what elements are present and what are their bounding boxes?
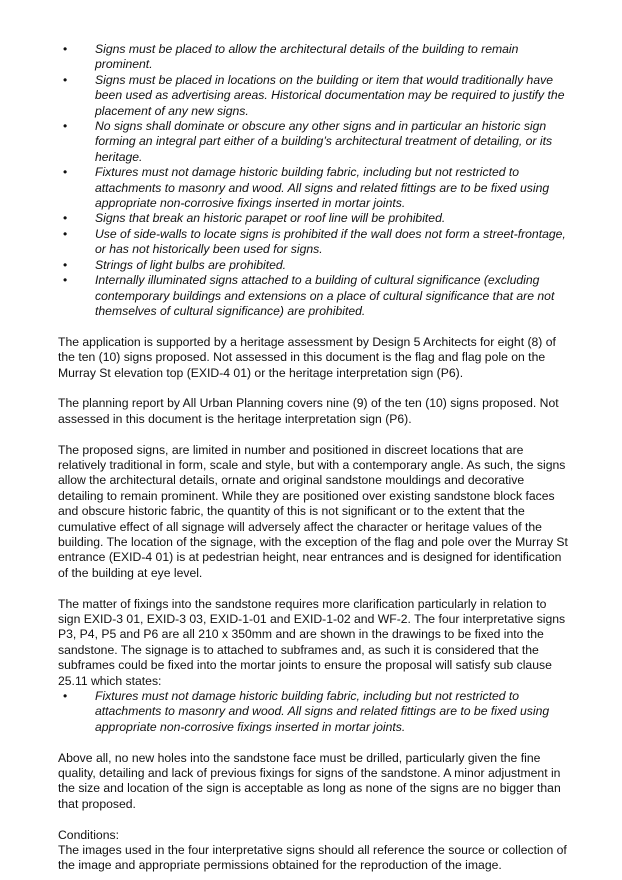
planning-report-paragraph: The planning report by All Urban Planning covers nine (9) of the ten (10) signs proposed. Not assessed in this document is the heritage interpretation sign (P6). xyxy=(58,396,559,426)
sandstone-holes-paragraph: Above all, no new holes into the sandstone face must be drilled, particularly given the fine quality, detailing and lack of previous fixings for signs of the sandstone. A minor adjustment in the size and location of the sign is acceptable as long as none of the signs are no bigger than that proposed. xyxy=(58,750,561,811)
heritage-assessment-paragraph: The application is supported by a heritage assessment by Design 5 Architects for eight (8) of the ten (10) signs proposed. Not assessed in this document is the flag and flag pole on the Murray St elevation top (EXID-4 01) or the heritage interpretation sign (P6). xyxy=(58,334,556,380)
bullet-icon: • xyxy=(63,42,68,56)
bullet-icon: • xyxy=(63,257,68,272)
list-item-text: Strings of light bulbs are prohibited. xyxy=(95,257,287,272)
bullet-icon: • xyxy=(63,119,68,134)
conditions-paragraph: The images used in the four interpretative signs should all reference the source or collection of the image and appropriate permissions obtained for the reproduction of the image. xyxy=(58,843,567,873)
list-item xyxy=(58,211,568,226)
bullet-icon: • xyxy=(63,211,68,226)
bullet-icon: • xyxy=(63,226,68,241)
proposed-signs-paragraph: The proposed signs, are limited in number and positioned in discreet locations that are relatively traditional in form, scale and style, but with a contemporary angle. As such, the signs allow the architectural details, ornate and original sandstone mouldings and decorative detailing to remain prominent. While they are positioned over existing sandstone block faces and obscure historic fabric, the quantity of this is not significant or to the extent that the cumulative effect of all signage will adversely affect the character or heritage values of the building. The location of the signage, with the exception of the flag and pole over the Murray St entrance (EXID-4 01) is at pedestrian height, near entrances and is designed for identification of the building at eye level. xyxy=(58,442,568,580)
bullet-icon: • xyxy=(63,72,68,87)
list-item xyxy=(58,258,568,273)
clause-quote-list xyxy=(58,689,568,735)
list-item xyxy=(58,227,568,258)
fixings-paragraph: The matter of fixings into the sandstone requires more clarification particularly in relation to sign EXID-3 01, EXID-3 03, EXID-1-01 and EXID-1-02 and WF-2. The four interpretative signs P3, P4, P5 and P6 are all 210 x 350mm and are shown in the drawings to be fixed into the sandstone. The signage is to attached to subframes and, as such it is considered that the subframes could be fixed into the mortar joints to ensure the proposal will satisfy sub clause 25.11 which states: xyxy=(58,596,566,688)
document-page xyxy=(58,42,568,874)
list-item xyxy=(58,689,568,735)
signage-guidelines-list xyxy=(58,42,568,319)
bullet-icon: • xyxy=(63,165,68,180)
conditions-heading: Conditions: xyxy=(58,827,119,842)
list-item-text: Internally illuminated signs attached to a building of cultural significance (excluding contemporary buildings and extensions on a place of cultural significance that are not themselves of cultural significance) are prohibited. xyxy=(95,273,555,318)
list-item xyxy=(58,73,568,119)
list-item-text: Use of side-walls to locate signs is prohibited if the wall does not form a street-frontage, or has not historically been used for signs. xyxy=(95,226,566,257)
list-item-text: No signs shall dominate or obscure any other signs and in particular an historic sign forming an integral part either of a building’s architectural treatment of detailing, or its heritage. xyxy=(95,119,553,164)
bullet-icon: • xyxy=(63,273,68,288)
list-item-text: Signs that break an historic parapet or roof line will be prohibited. xyxy=(95,211,446,226)
list-item xyxy=(58,119,568,165)
list-item xyxy=(58,42,568,73)
list-item xyxy=(58,273,568,319)
list-item xyxy=(58,165,568,211)
list-item-text: Fixtures must not damage historic building fabric, including but not restricted to attachments to masonry and wood. All signs and related fittings are to be fixed using appropriate non-corrosive fixings inserted in mortar joints. xyxy=(95,165,550,211)
list-item-text: Fixtures must not damage historic building fabric, including but not restricted to attachments to masonry and wood. All signs and related fittings are to be fixed using appropriate non-corrosive fixings inserted in mortar joints. xyxy=(95,689,550,734)
list-item-text: Signs must be placed in locations on the building or item that would traditionally have been used as advertising areas. Historical documentation may be required to justify the placement of any new signs. xyxy=(95,72,565,118)
bullet-icon: • xyxy=(63,689,68,703)
list-item-text: Signs must be placed to allow the architectural details of the building to remain prominent. xyxy=(95,42,519,72)
